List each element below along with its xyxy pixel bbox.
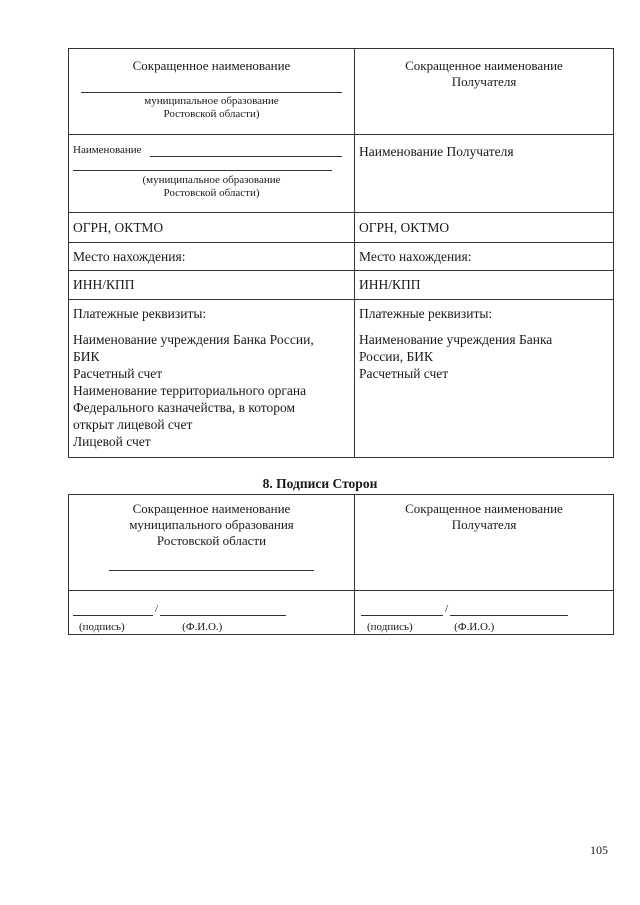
left-payment-line: Наименование территориального органа [73, 383, 307, 398]
left-payment-line: открыт лицевой счет [73, 417, 193, 432]
left-signatory-title-3: Ростовской области [156, 533, 267, 548]
row-location [69, 243, 614, 271]
row-signature-parties [69, 495, 614, 591]
left-ogrn-label: ОГРН, ОКТМО [73, 220, 164, 235]
row-short-name [69, 49, 614, 135]
left-payment-line: Федерального казначейства, в котором [73, 400, 296, 415]
signature-line [81, 92, 342, 93]
cell-left-signatory [69, 495, 355, 591]
signature-caption: (подпись) [79, 621, 125, 633]
right-ogrn-label: ОГРН, ОКТМО [359, 220, 450, 235]
right-name-label: Наименование Получателя [359, 144, 514, 159]
right-payment-title: Платежные реквизиты: [359, 306, 493, 321]
signature-slash: / [445, 603, 449, 615]
page-number: 105 [590, 843, 608, 857]
cell-left-short-name [69, 49, 355, 135]
left-signature-fields [69, 591, 354, 616]
cell-left-inn [69, 271, 355, 300]
left-payment-list [69, 322, 354, 450]
right-signatory-title-2: Получателя [451, 517, 517, 532]
right-payment-line: России, БИК [359, 349, 433, 364]
cell-left-payment [69, 300, 355, 458]
fio-caption: (Ф.И.О.) [454, 621, 495, 633]
right-inn-label: ИНН/КПП [359, 277, 421, 292]
cell-right-name [355, 135, 614, 213]
cell-right-inn [355, 271, 614, 300]
cell-right-ogrn [355, 213, 614, 243]
left-signatory-title-2: муниципального образования [129, 517, 294, 532]
signature-fill-line [73, 615, 153, 616]
right-payment-line: Расчетный счет [359, 366, 449, 381]
row-signature-lines [69, 591, 614, 635]
row-inn [69, 271, 614, 300]
right-payment-line: Наименование учреждения Банка [359, 332, 553, 347]
cell-right-signature [355, 591, 614, 635]
cell-right-payment [355, 300, 614, 458]
row-ogrn [69, 213, 614, 243]
right-location-label: Место нахождения: [359, 249, 472, 264]
right-short-name-title-1: Сокращенное наименование [405, 58, 563, 73]
row-name [69, 135, 614, 213]
left-payment-line: Расчетный счет [73, 366, 163, 381]
right-signature-captions [355, 616, 613, 634]
left-name-note-2: Ростовской области) [163, 187, 260, 199]
right-payment-list [355, 322, 613, 382]
cell-left-name [69, 135, 355, 213]
left-payment-line: БИК [73, 349, 100, 364]
row-payment [69, 300, 614, 458]
cell-left-location [69, 243, 355, 271]
fio-fill-line [450, 615, 568, 616]
left-short-name-title: Сокращенное наименование [132, 58, 291, 73]
cell-left-ogrn [69, 213, 355, 243]
right-signatory-title-1: Сокращенное наименование [405, 501, 563, 516]
right-signature-fields [355, 591, 613, 616]
right-short-name-title-2: Получателя [451, 74, 517, 89]
party-requisites-table [68, 48, 614, 458]
left-payment-line: Лицевой счет [73, 434, 151, 449]
cell-left-signature [69, 591, 355, 635]
left-inn-label: ИНН/КПП [73, 277, 135, 292]
left-signatory-title-1: Сокращенное наименование [132, 501, 291, 516]
signatures-heading: 8. Подписи Сторон [262, 476, 378, 491]
signature-caption: (подпись) [367, 621, 413, 633]
fio-caption: (Ф.И.О.) [182, 621, 223, 633]
left-location-label: Место нахождения: [73, 249, 186, 264]
signatures-table [68, 494, 614, 635]
signature-slash: / [155, 603, 159, 615]
left-short-name-note-1: муниципальное образование [144, 95, 279, 107]
name-fill-line-2 [73, 170, 332, 171]
fio-fill-line [160, 615, 286, 616]
name-fill-line [150, 156, 342, 157]
left-short-name-note-2: Ростовской области) [163, 108, 260, 120]
cell-right-location [355, 243, 614, 271]
left-payment-title: Платежные реквизиты: [73, 306, 207, 321]
signature-fill-line [361, 615, 443, 616]
cell-right-signatory [355, 495, 614, 591]
left-payment-line: Наименование учреждения Банка России, [73, 332, 314, 347]
left-signature-captions [69, 616, 354, 634]
cell-right-short-name [355, 49, 614, 135]
left-name-label: Наименование [73, 144, 142, 156]
left-name-note-1: (муниципальное образование [142, 174, 281, 186]
signatory-name-line [109, 570, 314, 571]
